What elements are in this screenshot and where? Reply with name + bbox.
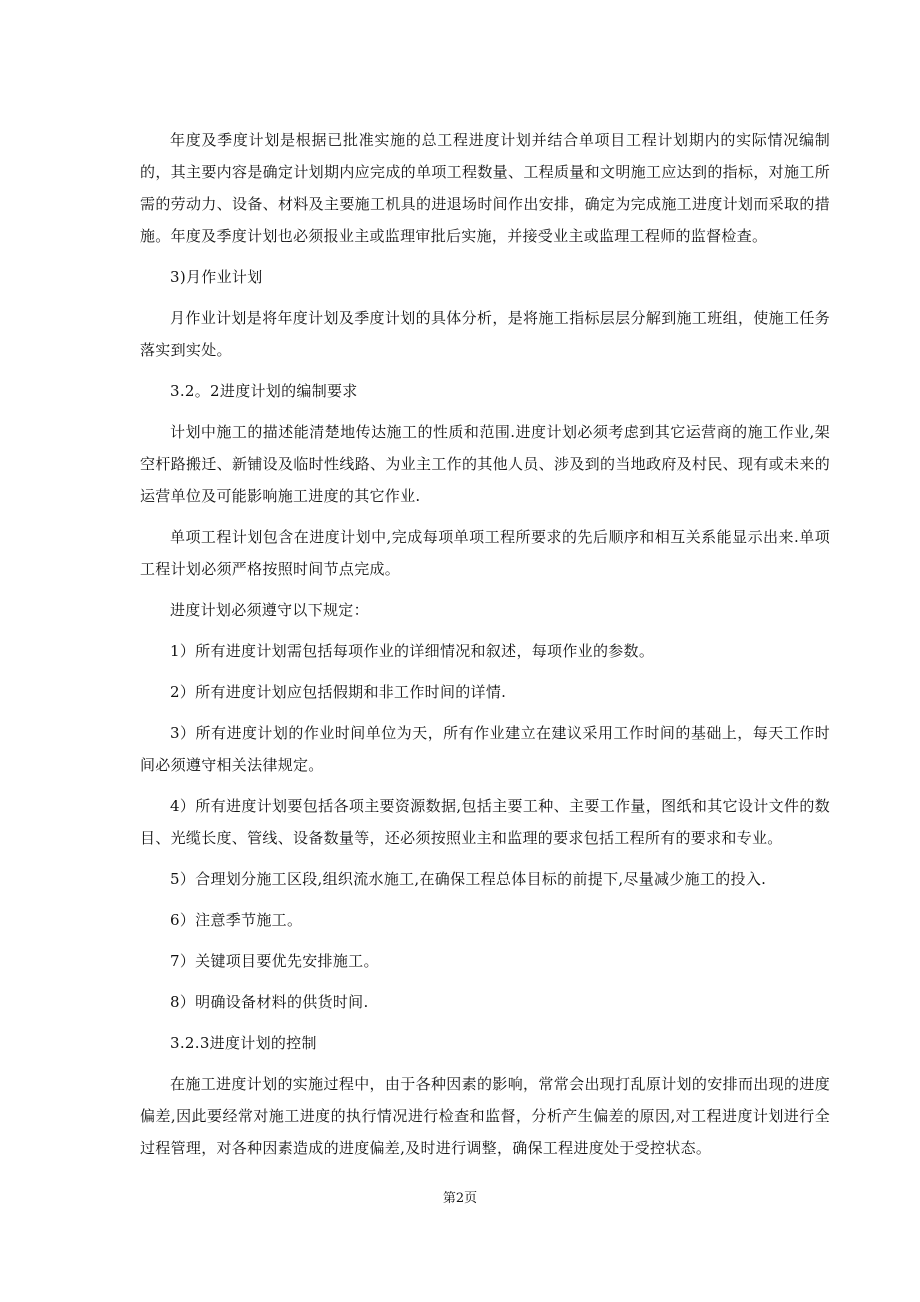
rule-item-4: 4）所有进度计划要包括各项主要资源数据,包括主要工种、主要工作量，图纸和其它设计文件的数目、光缆长度、管线、设备数量等，还必须按照业主和监理的要求包括工程所有的要求和专业。 <box>140 797 830 847</box>
rule-item-8: 8）明确设备材料的供货时间. <box>170 993 369 1011</box>
heading-monthly-plan: 3)月作业计划 <box>170 268 263 286</box>
paragraph-plan-description: 计划中施工的描述能清楚地传达施工的性质和范围.进度计划必须考虑到其它运营商的施工作业,架空杆路搬迁、新铺设及临时性线路、为业主工作的其他人员、涉及到的当地政府及村民、现有或未来的运营单位及可能影响施工进度的其它作业. <box>140 423 830 505</box>
paragraph-monthly-plan: 月作业计划是将年度计划及季度计划的具体分析，是将施工指标层层分解到施工班组，使施工任务落实到实处。 <box>140 309 830 359</box>
document-body <box>140 124 830 1173</box>
rule-item-5: 5）合理划分施工区段,组织流水施工,在确保工程总体目标的前提下,尽量减少施工的投入. <box>170 870 767 888</box>
rule-item-2: 2）所有进度计划应包括假期和非工作时间的详情. <box>170 683 507 701</box>
paragraph-annual-quarterly-plan: 年度及季度计划是根据已批准实施的总工程进度计划并结合单项目工程计划期内的实际情况编制的，其主要内容是确定计划期内应完成的单项工程数量、工程质量和文明施工应达到的指标，对施工所需的劳动力、设备、材料及主要施工机具的进退场时间作出安排，确定为完成施工进度计划而采取的措施。年度及季度计划也必须报业主或监理审批后实施，并接受业主或监理工程师的监督检查。 <box>140 131 830 245</box>
page-number: 第2页 <box>442 1191 478 1206</box>
rule-item-7: 7）关键项目要优先安排施工。 <box>170 952 379 970</box>
rule-item-1: 1）所有进度计划需包括每项作业的详细情况和叙述，每项作业的参数。 <box>170 642 655 660</box>
paragraph-single-project-plan: 单项工程计划包含在进度计划中,完成每项单项工程所要求的先后顺序和相互关系能显示出来.单项工程计划必须严格按照时间节点完成。 <box>140 528 830 578</box>
heading-3-2-3: 3.2.3进度计划的控制 <box>170 1034 317 1052</box>
paragraph-rules-intro: 进度计划必须遵守以下规定： <box>170 601 369 619</box>
paragraph-progress-control: 在施工进度计划的实施过程中，由于各种因素的影响，常常会出现打乱原计划的安排而出现的进度偏差,因此要经常对施工进度的执行情况进行检查和监督，分析产生偏差的原因,对工程进度计划进行全过程管理，对各种因素造成的进度偏差,及时进行调整，确保工程进度处于受控状态。 <box>140 1075 830 1157</box>
rule-item-3: 3）所有进度计划的作业时间单位为天，所有作业建立在建议采用工作时间的基础上，每天工作时间必须遵守相关法律规定。 <box>140 724 830 774</box>
heading-3-2-2: 3.2。2进度计划的编制要求 <box>170 382 358 400</box>
rule-item-6: 6）注意季节施工。 <box>170 911 303 929</box>
